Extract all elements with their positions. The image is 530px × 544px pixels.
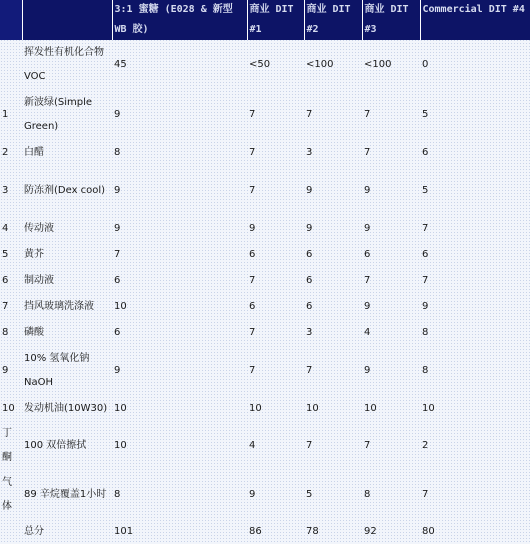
row-index xyxy=(0,520,22,544)
row-item: 10% 氢氧化钠 NaOH xyxy=(24,353,90,388)
cell-value: 9 xyxy=(364,301,371,312)
cell-value: 5 xyxy=(306,489,313,500)
cell-value: 0 xyxy=(422,59,429,70)
row-index: 丁酮 xyxy=(2,428,12,463)
cell-value: 9 xyxy=(249,489,256,500)
table-row xyxy=(0,140,530,166)
cell-value: 6 xyxy=(364,249,371,260)
header-dit1: 商业 DIT #1 xyxy=(247,0,304,40)
row-item: 89 辛烷覆盖1小时 xyxy=(24,489,107,500)
row-index: 2 xyxy=(2,147,9,158)
table-row xyxy=(0,216,530,242)
cell-value: 7 xyxy=(364,109,371,120)
cell-value: 9 xyxy=(306,185,313,196)
row-item: 挥发性有机化合物VOC xyxy=(24,47,104,82)
cell-value: 7 xyxy=(249,109,256,120)
cell-value: 7 xyxy=(306,109,313,120)
cell-value: 9 xyxy=(114,365,121,376)
cell-value: 9 xyxy=(422,301,429,312)
cell-value: 8 xyxy=(422,327,429,338)
row-index: 1 xyxy=(2,109,9,120)
row-index: 10 xyxy=(2,403,15,414)
cell-value: 10 xyxy=(306,403,319,414)
cell-value: 9 xyxy=(364,223,371,234)
cell-value: 10 xyxy=(249,403,262,414)
row-item: 传动液 xyxy=(24,223,54,234)
cell-value: 4 xyxy=(364,327,371,338)
table-row xyxy=(0,346,530,396)
table-row-total xyxy=(0,520,530,544)
cell-value: 6 xyxy=(306,275,313,286)
cell-value: 7 xyxy=(364,275,371,286)
cell-value: 9 xyxy=(114,109,121,120)
header-dit2: 商业 DIT #2 xyxy=(304,0,362,40)
row-index: 5 xyxy=(2,249,9,260)
cell-value: 10 xyxy=(422,403,435,414)
cell-value: 8 xyxy=(422,365,429,376)
cell-value: 7 xyxy=(306,440,313,451)
table-row xyxy=(0,396,530,422)
cell-value: 10 xyxy=(114,403,127,414)
cell-value: <100 xyxy=(306,59,334,70)
cell-value: 9 xyxy=(306,223,313,234)
row-index: 7 xyxy=(2,301,9,312)
row-index xyxy=(0,40,22,90)
cell-value: 7 xyxy=(114,249,121,260)
cell-value: 9 xyxy=(114,223,121,234)
cell-value: 3 xyxy=(306,147,313,158)
row-item: 制动液 xyxy=(24,275,54,286)
cell-value: 7 xyxy=(422,489,429,500)
table-row xyxy=(0,268,530,294)
table-row xyxy=(0,40,530,90)
row-item: 黄芥 xyxy=(24,249,44,260)
row-item: 100 双倍擦拭 xyxy=(24,440,87,451)
cell-value: 5 xyxy=(422,109,429,120)
cell-value: 7 xyxy=(364,147,371,158)
table-row xyxy=(0,166,530,216)
cell-value: 5 xyxy=(422,185,429,196)
row-index: 6 xyxy=(2,275,9,286)
row-index: 8 xyxy=(2,327,9,338)
cell-value: 9 xyxy=(249,223,256,234)
row-index: 4 xyxy=(2,223,9,234)
cell-value: 101 xyxy=(114,526,134,537)
cell-value: 9 xyxy=(364,365,371,376)
row-item: 白醋 xyxy=(24,147,44,158)
row-item: 总分 xyxy=(24,526,44,537)
cell-value: 10 xyxy=(114,301,127,312)
header-product: 3:1 蜜糖 (E028 & 新型 WB 胶) xyxy=(112,0,247,40)
cell-value: 78 xyxy=(306,526,319,537)
cell-value: 6 xyxy=(306,249,313,260)
header-dit4: Commercial DIT #4 xyxy=(420,0,530,40)
cell-value: 7 xyxy=(249,147,256,158)
cell-value: 10 xyxy=(364,403,377,414)
cell-value: 6 xyxy=(249,249,256,260)
cell-value: 8 xyxy=(114,147,121,158)
cell-value: 4 xyxy=(249,440,256,451)
row-item: 发动机油(10W30) xyxy=(24,403,108,414)
cell-value: 6 xyxy=(422,249,429,260)
cell-value: 7 xyxy=(422,223,429,234)
table-row xyxy=(0,422,530,470)
table-row xyxy=(0,294,530,320)
row-index: 9 xyxy=(2,365,9,376)
table-row xyxy=(0,470,530,520)
row-index: 气体 xyxy=(2,477,12,512)
cell-value: 6 xyxy=(114,275,121,286)
row-item: 新波绿(Simple Green) xyxy=(24,97,93,132)
cell-value: 3 xyxy=(306,327,313,338)
table-row xyxy=(0,320,530,346)
cell-value: 9 xyxy=(114,185,121,196)
row-item: 磷酸 xyxy=(24,327,44,338)
cell-value: 7 xyxy=(306,365,313,376)
cell-value: 9 xyxy=(364,185,371,196)
cell-value: 6 xyxy=(422,147,429,158)
table-row xyxy=(0,90,530,140)
cell-value: 86 xyxy=(249,526,262,537)
row-item: 防冻剂(Dex cool) xyxy=(24,185,106,196)
cell-value: <50 xyxy=(249,59,271,70)
cell-value: 7 xyxy=(364,440,371,451)
cell-value: 6 xyxy=(306,301,313,312)
cell-value: 7 xyxy=(249,185,256,196)
cell-value: 92 xyxy=(364,526,377,537)
row-item: 挡风玻璃洗涤液 xyxy=(24,301,94,312)
header-dit3: 商业 DIT #3 xyxy=(362,0,420,40)
cell-value: 7 xyxy=(249,327,256,338)
cell-value: 6 xyxy=(114,327,121,338)
header-item xyxy=(22,0,112,40)
cell-value: 7 xyxy=(249,365,256,376)
cell-value: <100 xyxy=(364,59,392,70)
cell-value: 8 xyxy=(364,489,371,500)
header-index xyxy=(0,0,22,40)
cell-value: 2 xyxy=(422,440,429,451)
cell-value: 7 xyxy=(249,275,256,286)
table-row xyxy=(0,242,530,268)
row-index: 3 xyxy=(2,185,9,196)
table-header xyxy=(0,0,530,40)
cell-value: 10 xyxy=(114,440,127,451)
cell-value: 8 xyxy=(114,489,121,500)
cell-value: 7 xyxy=(422,275,429,286)
cell-value: 45 xyxy=(114,59,127,70)
cell-value: 6 xyxy=(249,301,256,312)
cell-value: 80 xyxy=(422,526,435,537)
